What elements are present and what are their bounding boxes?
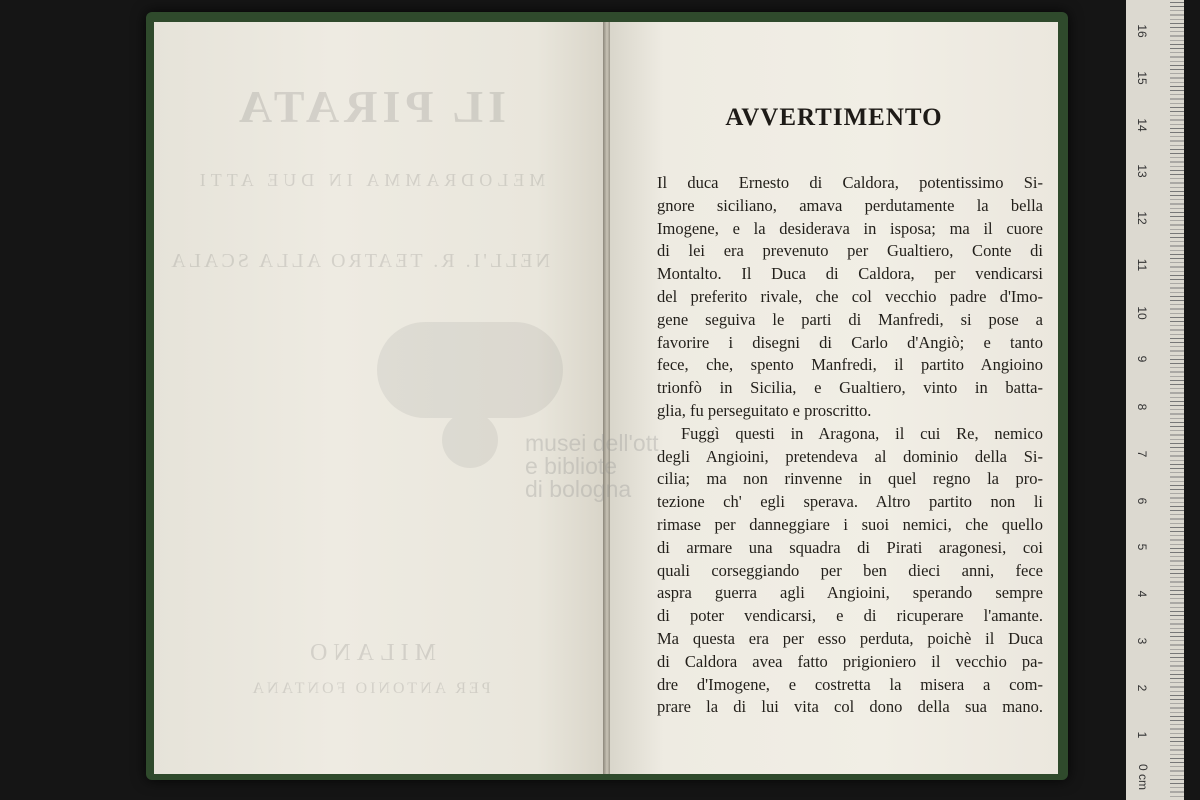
text-line: trionfò in Sicilia, e Gualtiero, vinto in batta-	[657, 378, 1043, 398]
text-line: rimase per danneggiare i suoi nemici, che quello	[657, 514, 1043, 534]
text-line: glia, fu perseguitato e proscritto.	[657, 400, 872, 420]
ruler-label: 7	[1135, 450, 1149, 458]
text-line: di armare una squadra di Pirati aragonesi, coi	[657, 537, 1043, 557]
text-line: Fuggì questi in Aragona, il cui Re, nemico	[681, 423, 1043, 443]
ruler-label: 15	[1135, 71, 1149, 85]
watermark-text-line-3: di bologna	[525, 476, 632, 502]
bleed-through-city: MILANO	[304, 640, 436, 666]
text-line: degli Angioini, pretendeva al dominio della Si-	[657, 446, 1043, 466]
ruler-label: 16	[1135, 24, 1149, 38]
ruler-label: 14	[1135, 118, 1149, 132]
ruler-label: 11	[1135, 258, 1149, 272]
watermark-text-line-1: musei dell'ott	[525, 430, 659, 456]
ruler-label: 4	[1135, 590, 1149, 598]
text-line: Ma questa era per esso perduta, poichè il Duca	[657, 628, 1043, 648]
text-line: dre d'Imogene, e costretta la misera a com-	[657, 674, 1043, 694]
ruler-label: 8	[1135, 403, 1149, 411]
text-line: di Caldora avea fatto prigioniero il vecchio pa-	[657, 651, 1043, 671]
text-line: di lei era prevenuto per Gualtiero, Conte di	[657, 241, 1043, 261]
text-line: tezione ch' egli sperava. Altro partito non li	[657, 492, 1043, 512]
bleed-through-printer: PER ANTONIO FONTANA	[249, 680, 491, 697]
text-line: prare la di lui vita col dono della sua mano.	[657, 697, 1043, 717]
bleed-through-title: IL PIRATA	[233, 81, 507, 132]
text-line: fece, che, spento Manfredi, il partito Angioino	[657, 355, 1043, 375]
body-text	[657, 172, 1043, 719]
text-line: aspra guerra agli Angioini, sperando sempre	[657, 583, 1043, 603]
watermark-text-line-2: e bibliote	[525, 453, 618, 479]
ruler-label: 5	[1135, 543, 1149, 551]
ruler-label: 0 cm	[1136, 763, 1150, 790]
ruler-label: 9	[1135, 355, 1149, 363]
page-heading: AVVERTIMENTO	[725, 104, 943, 131]
bleed-through-subtitle: MELODRAMMA IN DUE ATTI	[194, 170, 546, 190]
ruler-label: 6	[1135, 497, 1149, 505]
ruler-label: 3	[1135, 637, 1149, 645]
text-line: quali corseggiando per ben dieci anni, fece	[657, 560, 1043, 580]
text-line: Il duca Ernesto di Caldora, potentissimo Si-	[657, 173, 1043, 192]
ruler-label: 2	[1135, 684, 1149, 692]
measurement-ruler	[1126, 0, 1184, 800]
text-line: di poter vendicarsi, e di ricuperare l'amante.	[657, 606, 1043, 626]
text-line: Montalto. Il Duca di Caldora, per vendicarsi	[657, 264, 1043, 284]
text-line: favorire i disegni di Carlo d'Angiò; e tanto	[657, 332, 1043, 352]
bleed-through-theatre: NELL'I. R. TEATRO ALLA SCALA	[168, 250, 550, 272]
text-line: Imogene, e la desiderava in isposa; ma il cuore	[657, 218, 1043, 238]
text-line: del preferito rivale, che col vecchio padre d'Imo-	[657, 286, 1043, 306]
text-line: cilia; ma non rinvenne in quel regno la pro-	[657, 469, 1043, 489]
text-line: gnore siciliano, amava perdutamente la bella	[657, 195, 1043, 215]
ruler-label: 10	[1135, 306, 1149, 320]
text-line: gene seguiva le parti di Manfredi, si pose a	[657, 309, 1043, 329]
ruler-label: 12	[1135, 211, 1149, 225]
ruler-label: 13	[1135, 164, 1149, 178]
ruler-label: 1	[1135, 731, 1149, 739]
museum-watermark	[365, 290, 665, 520]
